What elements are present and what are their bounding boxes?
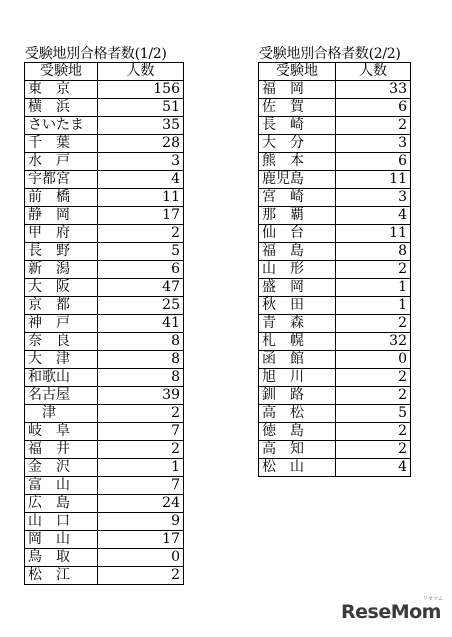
count-cell: 51 [98,99,184,117]
table-row [259,351,411,369]
table-row [259,315,411,333]
location-cell: 佐 賀 [259,99,336,117]
table-row [25,531,184,549]
location-cell: 松 江 [25,567,98,585]
location-cell: 松 山 [259,459,336,477]
column-header-location: 受験地 [259,63,336,81]
table-row [259,243,411,261]
location-cell: 宮 崎 [259,189,336,207]
table-caption: 受験地別合格者数(1/2) [25,46,167,62]
count-cell: 156 [98,81,184,99]
table-row [25,351,184,369]
location-cell: 金 沢 [25,459,98,477]
count-cell: 8 [98,351,184,369]
location-cell: 広 島 [25,495,98,513]
count-cell: 35 [98,117,184,135]
location-cell: 長 崎 [259,117,336,135]
location-cell: 山 口 [25,513,98,531]
count-cell: 1 [336,297,411,315]
count-cell: 5 [98,243,184,261]
table-row [259,99,411,117]
count-cell: 2 [336,117,411,135]
table-row [25,243,184,261]
logo-small-text: リセマム [423,596,443,602]
location-cell: 秋 田 [259,297,336,315]
table-row [25,423,184,441]
table-row [25,315,184,333]
count-cell: 41 [98,315,184,333]
table-row [25,405,184,423]
count-cell: 1 [336,279,411,297]
table-row [25,369,184,387]
location-cell: 富 山 [25,477,98,495]
count-cell: 2 [336,369,411,387]
table-row [25,495,184,513]
count-cell: 6 [336,99,411,117]
location-cell: 神 戸 [25,315,98,333]
table-header-row [259,63,411,81]
count-cell: 2 [336,387,411,405]
location-cell: 徳 島 [259,423,336,441]
location-cell: 名古屋 [25,387,98,405]
table-row [259,171,411,189]
table-row [259,189,411,207]
count-cell: 11 [336,171,411,189]
location-cell: 旭 川 [259,369,336,387]
location-cell: 長 野 [25,243,98,261]
table-row [25,297,184,315]
location-cell: 大 阪 [25,279,98,297]
count-cell: 4 [336,207,411,225]
location-cell: 山 形 [259,261,336,279]
column-header-location: 受験地 [25,63,98,81]
location-cell: 岐 阜 [25,423,98,441]
count-cell: 8 [98,333,184,351]
table-row [259,207,411,225]
location-cell: 静 岡 [25,207,98,225]
location-cell: 仙 台 [259,225,336,243]
count-cell: 2 [98,441,184,459]
count-cell: 4 [98,171,184,189]
count-cell: 0 [98,549,184,567]
location-cell: 青 森 [259,315,336,333]
location-cell: 東 京 [25,81,98,99]
count-cell: 6 [336,153,411,171]
table-row [259,423,411,441]
count-cell: 28 [98,135,184,153]
count-cell: 24 [98,495,184,513]
location-cell: 津 [25,405,98,423]
resemom-logo [341,596,443,623]
column-header-count: 人数 [336,63,411,81]
count-cell: 0 [336,351,411,369]
table-row [25,171,184,189]
location-cell: さいたま [25,117,98,135]
count-cell: 47 [98,279,184,297]
location-cell: 高 松 [259,405,336,423]
table-row [25,459,184,477]
location-cell: 岡 山 [25,531,98,549]
location-cell: 高 知 [259,441,336,459]
table-row [25,135,184,153]
table-row [25,117,184,135]
count-cell: 32 [336,333,411,351]
location-cell: 横 浜 [25,99,98,117]
location-cell: 鹿児島 [259,171,336,189]
location-cell: 新 潟 [25,261,98,279]
table-row [259,117,411,135]
count-cell: 8 [98,369,184,387]
table-row [259,405,411,423]
column-header-count: 人数 [98,63,184,81]
table-row [25,279,184,297]
table-row [259,81,411,99]
table-row [259,459,411,477]
location-cell: 奈 良 [25,333,98,351]
table-row [259,279,411,297]
count-cell: 2 [336,261,411,279]
location-cell: 函 館 [259,351,336,369]
table-row [259,387,411,405]
table-row [25,81,184,99]
count-cell: 17 [98,207,184,225]
count-cell: 39 [98,387,184,405]
table-row [25,261,184,279]
location-cell: 福 井 [25,441,98,459]
count-cell: 33 [336,81,411,99]
count-cell: 11 [336,225,411,243]
table-row [259,441,411,459]
count-cell: 5 [336,405,411,423]
location-cell: 盛 岡 [259,279,336,297]
count-cell: 6 [98,261,184,279]
location-cell: 釧 路 [259,387,336,405]
table-row [25,513,184,531]
count-cell: 2 [98,225,184,243]
count-cell: 3 [336,189,411,207]
location-cell: 水 戸 [25,153,98,171]
count-cell: 2 [98,405,184,423]
table-row [259,135,411,153]
table-panel-right [258,46,411,477]
location-cell: 福 島 [259,243,336,261]
count-cell: 1 [98,459,184,477]
table-row [259,297,411,315]
location-cell: 大 津 [25,351,98,369]
count-cell: 3 [98,153,184,171]
logo-text: ReseMom [341,601,441,623]
count-cell: 17 [98,531,184,549]
count-cell: 2 [336,315,411,333]
count-cell: 25 [98,297,184,315]
count-cell: 8 [336,243,411,261]
location-cell: 前 橋 [25,189,98,207]
count-cell: 2 [98,567,184,585]
table-header-row [25,63,184,81]
table-row [25,567,184,585]
count-cell: 11 [98,189,184,207]
table-row [25,477,184,495]
count-cell: 3 [336,135,411,153]
count-cell: 7 [98,423,184,441]
table-row [259,225,411,243]
results-table-right [258,62,411,477]
table-panel-left [24,46,184,585]
table-row [25,441,184,459]
location-cell: 福 岡 [259,81,336,99]
table-row [25,333,184,351]
table-row [25,207,184,225]
count-cell: 2 [336,441,411,459]
table-row [25,387,184,405]
count-cell: 7 [98,477,184,495]
location-cell: 大 分 [259,135,336,153]
table-row [259,333,411,351]
location-cell: 千 葉 [25,135,98,153]
table-row [259,261,411,279]
table-row [25,225,184,243]
location-cell: 和歌山 [25,369,98,387]
location-cell: 甲 府 [25,225,98,243]
table-row [25,549,184,567]
count-cell: 2 [336,423,411,441]
count-cell: 4 [336,459,411,477]
location-cell: 京 都 [25,297,98,315]
location-cell: 那 覇 [259,207,336,225]
location-cell: 宇都宮 [25,171,98,189]
location-cell: 熊 本 [259,153,336,171]
location-cell: 札 幌 [259,333,336,351]
table-caption: 受験地別合格者数(2/2) [259,46,401,62]
table-row [25,99,184,117]
table-row [25,189,184,207]
results-table-left [24,62,184,585]
table-row [259,153,411,171]
location-cell: 鳥 取 [25,549,98,567]
count-cell: 9 [98,513,184,531]
table-row [259,369,411,387]
table-row [25,153,184,171]
